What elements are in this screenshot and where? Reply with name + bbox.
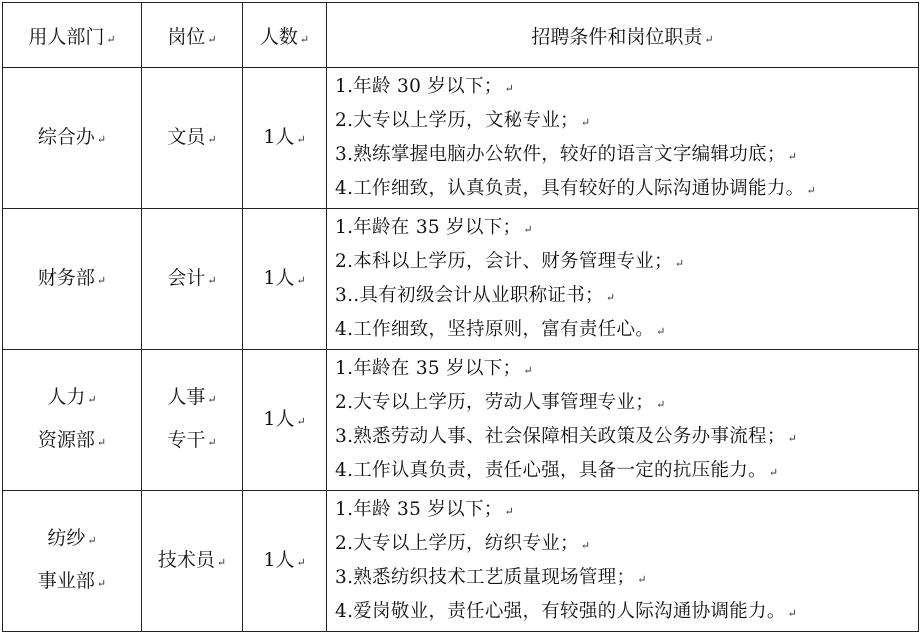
requirements-cell	[327, 491, 919, 632]
requirement-line: 3.熟悉纺织技术工艺质量现场管理； ↵	[335, 567, 647, 588]
requirement-line: 1.年龄 30 岁以下； ↵	[335, 76, 515, 97]
department-cell-line: 事业部 ↵	[37, 570, 107, 592]
requirement-line: 4.工作认真负责，责任心强，具备一定的抗压能力。 ↵	[335, 460, 779, 481]
requirement-line: 4.工作细致，坚持原则，富有责任心。 ↵	[335, 319, 666, 340]
department-cell	[3, 350, 142, 491]
requirement-line: 3.熟练掌握电脑办公软件，较好的语言文字编辑功底； ↵	[335, 144, 798, 165]
header-position: 岗位 ↵	[142, 3, 243, 68]
count-cell: 1人 ↵	[243, 491, 327, 632]
department-cell	[3, 209, 142, 350]
recruitment-table	[2, 2, 919, 632]
requirement-line: 4.工作细致，认真负责，具有较好的人际沟通协调能力。 ↵	[335, 178, 816, 199]
count-cell: 1人 ↵	[243, 209, 327, 350]
department-cell-line: 财务部 ↵	[37, 266, 107, 289]
count-cell: 1人 ↵	[243, 68, 327, 209]
department-cell-line: 纺纱 ↵	[47, 527, 97, 549]
table-row	[3, 68, 919, 209]
table-row	[3, 209, 919, 350]
requirement-line: 4.爱岗敬业，责任心强，有较强的人际沟通协调能力。 ↵	[335, 601, 798, 622]
table-body	[3, 68, 919, 632]
requirement-line: 2.大专以上学历，文秘专业； ↵	[335, 110, 591, 131]
position-cell-line: 技术员 ↵	[157, 548, 227, 571]
department-cell-line: 人力 ↵	[47, 386, 97, 408]
position-cell	[142, 68, 243, 209]
position-cell-line: 专干 ↵	[167, 429, 217, 451]
requirement-line: 2.大专以上学历，劳动人事管理专业； ↵	[335, 392, 666, 413]
department-cell-line: 综合办 ↵	[37, 125, 107, 148]
position-cell	[142, 350, 243, 491]
requirements-cell	[327, 68, 919, 209]
department-cell-line: 资源部 ↵	[37, 429, 107, 451]
requirement-line: 1.年龄 35 岁以下； ↵	[335, 499, 515, 520]
requirement-line: 2.大专以上学历，纺织专业； ↵	[335, 533, 591, 554]
department-cell	[3, 491, 142, 632]
requirements-cell	[327, 209, 919, 350]
table-row	[3, 491, 919, 632]
requirement-line: 3..具有初级会计从业职称证书； ↵	[335, 285, 616, 306]
requirement-line: 2.本科以上学历，会计、财务管理专业； ↵	[335, 251, 685, 272]
requirements-cell	[327, 350, 919, 491]
requirement-line: 3.熟悉劳动人事、社会保障相关政策及公务办事流程； ↵	[335, 426, 798, 447]
header-requirements: 招聘条件和岗位职责 ↵	[327, 3, 919, 68]
table-row	[3, 350, 919, 491]
count-cell: 1人 ↵	[243, 350, 327, 491]
position-cell-line: 会计 ↵	[167, 266, 217, 289]
position-cell	[142, 491, 243, 632]
position-cell-line: 人事 ↵	[167, 386, 217, 408]
department-cell	[3, 68, 142, 209]
header-count: 人数 ↵	[243, 3, 327, 68]
position-cell-line: 文员 ↵	[167, 125, 217, 148]
requirement-line: 1.年龄在 35 岁以下； ↵	[335, 217, 533, 238]
header-row	[3, 3, 919, 68]
position-cell	[142, 209, 243, 350]
header-department: 用人部门 ↵	[3, 3, 142, 68]
requirement-line: 1.年龄在 35 岁以下； ↵	[335, 358, 533, 379]
